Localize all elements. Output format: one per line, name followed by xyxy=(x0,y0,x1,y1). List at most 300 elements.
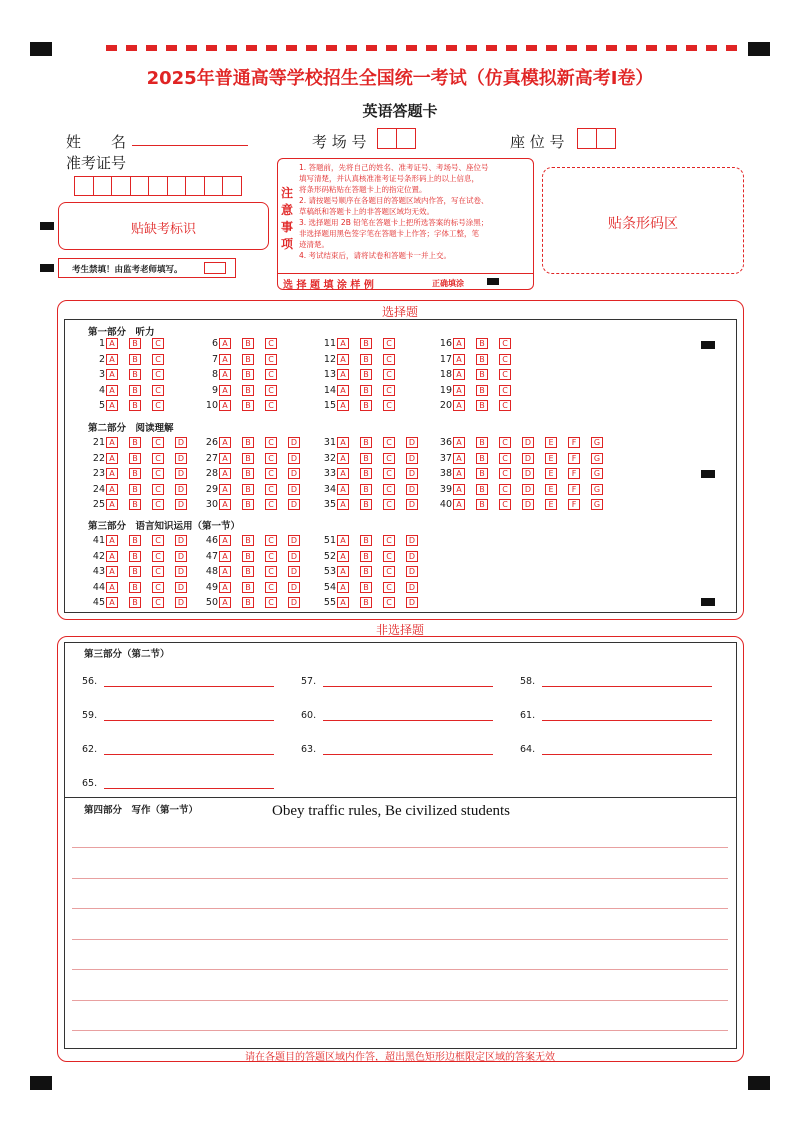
option-bubble-38-B[interactable]: B xyxy=(476,468,488,479)
option-bubble-47-C[interactable]: C xyxy=(265,551,277,562)
option-bubble-34-B[interactable]: B xyxy=(360,484,372,495)
question-row-53 xyxy=(318,566,429,578)
option-bubble-8-A[interactable]: A xyxy=(219,369,231,380)
option-bubble-20-A[interactable]: A xyxy=(453,400,465,411)
fill-answer-line[interactable] xyxy=(323,686,493,687)
option-bubble-48-C[interactable]: C xyxy=(265,566,277,577)
option-bubble-31-B[interactable]: B xyxy=(360,437,372,448)
option-bubble-54-A[interactable]: A xyxy=(337,582,349,593)
option-bubble-53-C[interactable]: C xyxy=(383,566,395,577)
question-number: 31 xyxy=(323,437,336,448)
option-bubble-50-D[interactable]: D xyxy=(288,597,300,608)
option-bubble-36-G[interactable]: G xyxy=(591,437,603,448)
option-bubble-55-A[interactable]: A xyxy=(337,597,349,608)
option-bubble-12-B[interactable]: B xyxy=(360,354,372,365)
fill-answer-line[interactable] xyxy=(104,754,274,755)
option-bubble-37-B[interactable]: B xyxy=(476,453,488,464)
question-number: 42 xyxy=(92,550,105,562)
option-bubble-9-C[interactable]: C xyxy=(265,385,277,396)
option-bubble-41-B[interactable]: B xyxy=(129,535,141,546)
option-bubble-40-B[interactable]: B xyxy=(476,499,488,510)
question-row-54 xyxy=(318,582,429,594)
option-bubble-25-A[interactable]: A xyxy=(106,499,118,510)
question-row-31 xyxy=(318,437,429,449)
fill-answer-line[interactable] xyxy=(323,754,493,755)
option-bubble-9-A[interactable]: A xyxy=(219,385,231,396)
option-bubble-2-C[interactable]: C xyxy=(152,354,164,365)
notes-panel xyxy=(277,158,534,290)
option-bubble-30-B[interactable]: B xyxy=(242,499,254,510)
option-bubble-4-A[interactable]: A xyxy=(106,385,118,396)
option-bubble-42-A[interactable]: A xyxy=(106,551,118,562)
option-bubble-22-C[interactable]: C xyxy=(152,453,164,464)
option-bubble-4-B[interactable]: B xyxy=(129,385,141,396)
option-bubble-51-A[interactable]: A xyxy=(337,535,349,546)
question-row-10 xyxy=(200,400,288,412)
option-bubble-23-B[interactable]: B xyxy=(129,468,141,479)
option-bubble-18-B[interactable]: B xyxy=(476,369,488,380)
option-bubble-35-C[interactable]: C xyxy=(383,499,395,510)
question-number: 50 xyxy=(205,597,218,608)
question-number: 22 xyxy=(92,452,105,464)
option-bubble-45-B[interactable]: B xyxy=(129,597,141,608)
option-bubble-54-C[interactable]: C xyxy=(383,582,395,593)
option-bubble-32-D[interactable]: D xyxy=(406,453,418,464)
option-bubble-17-A[interactable]: A xyxy=(453,354,465,365)
option-bubble-36-C[interactable]: C xyxy=(499,437,511,448)
option-bubble-38-E[interactable]: E xyxy=(545,468,557,479)
option-bubble-47-B[interactable]: B xyxy=(242,551,254,562)
option-bubble-6-B[interactable]: B xyxy=(242,338,254,349)
option-bubble-39-B[interactable]: B xyxy=(476,484,488,495)
option-bubble-36-A[interactable]: A xyxy=(453,437,465,448)
option-bubble-39-A[interactable]: A xyxy=(453,484,465,495)
option-bubble-7-C[interactable]: C xyxy=(265,354,277,365)
option-bubble-49-A[interactable]: A xyxy=(219,582,231,593)
question-number: 36 xyxy=(439,437,452,448)
option-bubble-37-G[interactable]: G xyxy=(591,453,603,464)
option-bubble-40-A[interactable]: A xyxy=(453,499,465,510)
writing-line[interactable] xyxy=(72,878,728,879)
question-row-38 xyxy=(434,468,614,480)
option-bubble-21-C[interactable]: C xyxy=(152,437,164,448)
option-bubble-26-A[interactable]: A xyxy=(219,437,231,448)
option-bubble-44-A[interactable]: A xyxy=(106,582,118,593)
option-bubble-49-D[interactable]: D xyxy=(288,582,300,593)
option-bubble-36-B[interactable]: B xyxy=(476,437,488,448)
option-bubble-34-A[interactable]: A xyxy=(337,484,349,495)
option-bubble-53-A[interactable]: A xyxy=(337,566,349,577)
notes-heading: 注 意 事 项 xyxy=(281,186,294,251)
option-bubble-27-D[interactable]: D xyxy=(288,453,300,464)
option-bubble-30-C[interactable]: C xyxy=(265,499,277,510)
option-bubble-52-D[interactable]: D xyxy=(406,551,418,562)
seat-label: 座 位 号 xyxy=(510,133,565,151)
option-bubble-19-B[interactable]: B xyxy=(476,385,488,396)
option-bubble-51-D[interactable]: D xyxy=(406,535,418,546)
option-bubble-41-D[interactable]: D xyxy=(175,535,187,546)
option-bubble-49-B[interactable]: B xyxy=(242,582,254,593)
option-bubble-39-C[interactable]: C xyxy=(499,484,511,495)
option-bubble-45-D[interactable]: D xyxy=(175,597,187,608)
writing-line[interactable] xyxy=(72,939,728,940)
writing-line[interactable] xyxy=(72,847,728,848)
writing-line[interactable] xyxy=(72,969,728,970)
option-bubble-36-D[interactable]: D xyxy=(522,437,534,448)
option-bubble-29-B[interactable]: B xyxy=(242,484,254,495)
option-bubble-27-B[interactable]: B xyxy=(242,453,254,464)
writing-area xyxy=(64,797,737,1049)
option-bubble-1-C[interactable]: C xyxy=(152,338,164,349)
fill-item-number: 62. xyxy=(82,744,98,755)
option-bubble-43-C[interactable]: C xyxy=(152,566,164,577)
option-bubble-25-D[interactable]: D xyxy=(175,499,187,510)
writing-line[interactable] xyxy=(72,908,728,909)
option-bubble-36-E[interactable]: E xyxy=(545,437,557,448)
option-bubble-54-D[interactable]: D xyxy=(406,582,418,593)
proctor-note: 考生禁填！由监考老师填写。 xyxy=(72,265,183,275)
option-bubble-6-C[interactable]: C xyxy=(265,338,277,349)
option-bubble-23-C[interactable]: C xyxy=(152,468,164,479)
option-bubble-52-B[interactable]: B xyxy=(360,551,372,562)
option-bubble-38-C[interactable]: C xyxy=(499,468,511,479)
option-bubble-24-B[interactable]: B xyxy=(129,484,141,495)
option-bubble-38-G[interactable]: G xyxy=(591,468,603,479)
option-bubble-37-A[interactable]: A xyxy=(453,453,465,464)
question-row-29 xyxy=(200,484,311,496)
timing-track xyxy=(106,45,738,51)
option-bubble-13-C[interactable]: C xyxy=(383,369,395,380)
option-bubble-50-B[interactable]: B xyxy=(242,597,254,608)
option-bubble-39-F[interactable]: F xyxy=(568,484,580,495)
name-field[interactable] xyxy=(132,130,248,146)
option-bubble-33-D[interactable]: D xyxy=(406,468,418,479)
option-bubble-15-A[interactable]: A xyxy=(337,400,349,411)
proctor-check-box[interactable] xyxy=(204,262,226,274)
option-bubble-7-B[interactable]: B xyxy=(242,354,254,365)
writing-line[interactable] xyxy=(72,1030,728,1031)
option-bubble-38-F[interactable]: F xyxy=(568,468,580,479)
option-bubble-51-B[interactable]: B xyxy=(360,535,372,546)
option-bubble-24-D[interactable]: D xyxy=(175,484,187,495)
option-bubble-5-B[interactable]: B xyxy=(129,400,141,411)
option-bubble-42-C[interactable]: C xyxy=(152,551,164,562)
question-number: 54 xyxy=(323,581,336,593)
option-bubble-11-C[interactable]: C xyxy=(383,338,395,349)
question-number: 18 xyxy=(439,369,452,380)
question-row-49 xyxy=(200,582,311,594)
option-bubble-33-C[interactable]: C xyxy=(383,468,395,479)
option-bubble-14-A[interactable]: A xyxy=(337,385,349,396)
option-bubble-39-D[interactable]: D xyxy=(522,484,534,495)
option-bubble-28-B[interactable]: B xyxy=(242,468,254,479)
question-number: 33 xyxy=(323,468,336,479)
option-bubble-42-B[interactable]: B xyxy=(129,551,141,562)
option-bubble-25-B[interactable]: B xyxy=(129,499,141,510)
option-bubble-26-C[interactable]: C xyxy=(265,437,277,448)
option-bubble-28-D[interactable]: D xyxy=(288,468,300,479)
option-bubble-15-C[interactable]: C xyxy=(383,400,395,411)
option-bubble-47-D[interactable]: D xyxy=(288,551,300,562)
missing-sticker-label: 贴缺考标识 xyxy=(130,222,196,237)
option-bubble-13-A[interactable]: A xyxy=(337,369,349,380)
option-bubble-21-D[interactable]: D xyxy=(175,437,187,448)
question-row-7 xyxy=(200,354,288,366)
option-bubble-46-A[interactable]: A xyxy=(219,535,231,546)
question-row-35 xyxy=(318,499,429,511)
option-bubble-36-F[interactable]: F xyxy=(568,437,580,448)
option-bubble-29-C[interactable]: C xyxy=(265,484,277,495)
option-bubble-16-C[interactable]: C xyxy=(499,338,511,349)
question-number: 43 xyxy=(92,566,105,577)
option-bubble-46-B[interactable]: B xyxy=(242,535,254,546)
option-bubble-1-B[interactable]: B xyxy=(129,338,141,349)
question-row-4 xyxy=(87,385,175,397)
seat-boxes[interactable] xyxy=(577,128,615,149)
question-number: 38 xyxy=(439,468,452,479)
option-bubble-44-C[interactable]: C xyxy=(152,582,164,593)
option-bubble-24-A[interactable]: A xyxy=(106,484,118,495)
option-bubble-38-A[interactable]: A xyxy=(453,468,465,479)
question-row-20 xyxy=(434,400,522,412)
option-bubble-45-C[interactable]: C xyxy=(152,597,164,608)
option-bubble-46-C[interactable]: C xyxy=(265,535,277,546)
option-bubble-15-B[interactable]: B xyxy=(360,400,372,411)
option-bubble-27-C[interactable]: C xyxy=(265,453,277,464)
option-bubble-19-A[interactable]: A xyxy=(453,385,465,396)
fill-answer-line[interactable] xyxy=(104,686,274,687)
option-bubble-11-A[interactable]: A xyxy=(337,338,349,349)
option-bubble-24-C[interactable]: C xyxy=(152,484,164,495)
option-bubble-35-D[interactable]: D xyxy=(406,499,418,510)
question-number: 5 xyxy=(98,400,105,411)
question-number: 9 xyxy=(211,384,218,396)
option-bubble-48-A[interactable]: A xyxy=(219,566,231,577)
option-bubble-22-A[interactable]: A xyxy=(106,453,118,464)
question-number: 10 xyxy=(205,400,218,411)
option-bubble-3-B[interactable]: B xyxy=(129,369,141,380)
question-number: 37 xyxy=(439,452,452,464)
option-bubble-52-A[interactable]: A xyxy=(337,551,349,562)
option-bubble-40-F[interactable]: F xyxy=(568,499,580,510)
option-bubble-28-C[interactable]: C xyxy=(265,468,277,479)
option-bubble-32-B[interactable]: B xyxy=(360,453,372,464)
option-bubble-40-E[interactable]: E xyxy=(545,499,557,510)
question-number: 35 xyxy=(323,499,336,510)
option-bubble-12-C[interactable]: C xyxy=(383,354,395,365)
option-bubble-10-B[interactable]: B xyxy=(242,400,254,411)
option-bubble-21-A[interactable]: A xyxy=(106,437,118,448)
question-row-51 xyxy=(318,535,429,547)
option-bubble-33-A[interactable]: A xyxy=(337,468,349,479)
fill-answer-line[interactable] xyxy=(104,720,274,721)
option-bubble-51-C[interactable]: C xyxy=(383,535,395,546)
fill-item-number: 56. xyxy=(82,676,98,687)
option-bubble-9-B[interactable]: B xyxy=(242,385,254,396)
option-bubble-32-C[interactable]: C xyxy=(383,453,395,464)
option-bubble-30-A[interactable]: A xyxy=(219,499,231,510)
option-bubble-48-B[interactable]: B xyxy=(242,566,254,577)
option-bubble-18-C[interactable]: C xyxy=(499,369,511,380)
option-bubble-5-A[interactable]: A xyxy=(106,400,118,411)
option-bubble-50-C[interactable]: C xyxy=(265,597,277,608)
option-bubble-45-A[interactable]: A xyxy=(106,597,118,608)
fill-answer-line[interactable] xyxy=(104,788,274,789)
option-bubble-31-C[interactable]: C xyxy=(383,437,395,448)
option-bubble-7-A[interactable]: A xyxy=(219,354,231,365)
option-bubble-29-A[interactable]: A xyxy=(219,484,231,495)
option-bubble-8-B[interactable]: B xyxy=(242,369,254,380)
question-number: 34 xyxy=(323,483,336,495)
option-bubble-16-A[interactable]: A xyxy=(453,338,465,349)
option-bubble-41-A[interactable]: A xyxy=(106,535,118,546)
option-bubble-20-C[interactable]: C xyxy=(499,400,511,411)
option-bubble-10-C[interactable]: C xyxy=(265,400,277,411)
option-bubble-17-B[interactable]: B xyxy=(476,354,488,365)
option-bubble-40-D[interactable]: D xyxy=(522,499,534,510)
option-bubble-37-F[interactable]: F xyxy=(568,453,580,464)
exam-number-boxes[interactable] xyxy=(74,176,241,196)
option-bubble-27-A[interactable]: A xyxy=(219,453,231,464)
question-number: 6 xyxy=(211,338,218,349)
option-bubble-39-G[interactable]: G xyxy=(591,484,603,495)
side-mark xyxy=(40,264,54,272)
option-bubble-43-B[interactable]: B xyxy=(129,566,141,577)
option-bubble-25-C[interactable]: C xyxy=(152,499,164,510)
option-bubble-12-A[interactable]: A xyxy=(337,354,349,365)
option-bubble-55-B[interactable]: B xyxy=(360,597,372,608)
part3-2-heading: 第三部分（第二节） xyxy=(84,649,170,660)
fill-answer-line[interactable] xyxy=(323,720,493,721)
option-bubble-34-C[interactable]: C xyxy=(383,484,395,495)
option-bubble-46-D[interactable]: D xyxy=(288,535,300,546)
question-number: 16 xyxy=(439,338,452,349)
option-bubble-48-D[interactable]: D xyxy=(288,566,300,577)
exam-room-boxes[interactable] xyxy=(377,128,415,149)
option-bubble-47-A[interactable]: A xyxy=(219,551,231,562)
option-bubble-35-B[interactable]: B xyxy=(360,499,372,510)
option-bubble-10-A[interactable]: A xyxy=(219,400,231,411)
option-bubble-22-D[interactable]: D xyxy=(175,453,187,464)
option-bubble-26-D[interactable]: D xyxy=(288,437,300,448)
option-bubble-28-A[interactable]: A xyxy=(219,468,231,479)
option-bubble-5-C[interactable]: C xyxy=(152,400,164,411)
fill-answer-line[interactable] xyxy=(542,686,712,687)
option-bubble-44-B[interactable]: B xyxy=(129,582,141,593)
question-row-43 xyxy=(87,566,198,578)
question-number: 3 xyxy=(98,369,105,380)
option-bubble-29-D[interactable]: D xyxy=(288,484,300,495)
option-bubble-38-D[interactable]: D xyxy=(522,468,534,479)
writing-answer-text: Obey traffic rules, Be civilized students xyxy=(272,803,510,819)
option-bubble-23-D[interactable]: D xyxy=(175,468,187,479)
option-bubble-33-B[interactable]: B xyxy=(360,468,372,479)
question-row-55 xyxy=(318,597,429,609)
question-number: 23 xyxy=(92,468,105,479)
question-row-33 xyxy=(318,468,429,480)
option-bubble-32-A[interactable]: A xyxy=(337,453,349,464)
option-bubble-53-D[interactable]: D xyxy=(406,566,418,577)
option-bubble-21-B[interactable]: B xyxy=(129,437,141,448)
question-row-42 xyxy=(87,551,198,563)
fill-answer-line[interactable] xyxy=(542,754,712,755)
option-bubble-35-A[interactable]: A xyxy=(337,499,349,510)
option-bubble-1-A[interactable]: A xyxy=(106,338,118,349)
option-bubble-16-B[interactable]: B xyxy=(476,338,488,349)
option-bubble-14-B[interactable]: B xyxy=(360,385,372,396)
option-bubble-13-B[interactable]: B xyxy=(360,369,372,380)
option-bubble-19-C[interactable]: C xyxy=(499,385,511,396)
option-bubble-37-D[interactable]: D xyxy=(522,453,534,464)
option-bubble-40-G[interactable]: G xyxy=(591,499,603,510)
option-bubble-43-D[interactable]: D xyxy=(175,566,187,577)
question-number: 40 xyxy=(439,499,452,510)
question-number: 52 xyxy=(323,550,336,562)
option-bubble-55-D[interactable]: D xyxy=(406,597,418,608)
option-bubble-50-A[interactable]: A xyxy=(219,597,231,608)
option-bubble-20-B[interactable]: B xyxy=(476,400,488,411)
part1-heading: 第一部分 听力 xyxy=(88,327,155,338)
option-bubble-42-D[interactable]: D xyxy=(175,551,187,562)
question-row-37 xyxy=(434,453,614,465)
option-bubble-53-B[interactable]: B xyxy=(360,566,372,577)
question-row-3 xyxy=(87,369,175,381)
option-bubble-26-B[interactable]: B xyxy=(242,437,254,448)
option-bubble-44-D[interactable]: D xyxy=(175,582,187,593)
question-row-30 xyxy=(200,499,311,511)
option-bubble-43-A[interactable]: A xyxy=(106,566,118,577)
fill-answer-line[interactable] xyxy=(542,720,712,721)
option-bubble-3-C[interactable]: C xyxy=(152,369,164,380)
option-bubble-41-C[interactable]: C xyxy=(152,535,164,546)
option-bubble-30-D[interactable]: D xyxy=(288,499,300,510)
option-bubble-17-C[interactable]: C xyxy=(499,354,511,365)
option-bubble-2-B[interactable]: B xyxy=(129,354,141,365)
option-bubble-18-A[interactable]: A xyxy=(453,369,465,380)
writing-heading: 第四部分 写作（第一节） xyxy=(84,805,199,816)
option-bubble-6-A[interactable]: A xyxy=(219,338,231,349)
option-bubble-39-E[interactable]: E xyxy=(545,484,557,495)
question-number: 44 xyxy=(92,581,105,593)
option-bubble-31-D[interactable]: D xyxy=(406,437,418,448)
option-bubble-40-C[interactable]: C xyxy=(499,499,511,510)
fill-item-number: 59. xyxy=(82,710,98,721)
timing-mark xyxy=(701,598,715,606)
option-bubble-49-C[interactable]: C xyxy=(265,582,277,593)
option-bubble-22-B[interactable]: B xyxy=(129,453,141,464)
option-bubble-52-C[interactable]: C xyxy=(383,551,395,562)
option-bubble-55-C[interactable]: C xyxy=(383,597,395,608)
option-bubble-37-E[interactable]: E xyxy=(545,453,557,464)
option-bubble-54-B[interactable]: B xyxy=(360,582,372,593)
question-row-52 xyxy=(318,551,429,563)
option-bubble-14-C[interactable]: C xyxy=(383,385,395,396)
option-bubble-37-C[interactable]: C xyxy=(499,453,511,464)
option-bubble-3-A[interactable]: A xyxy=(106,369,118,380)
question-row-13 xyxy=(318,369,406,381)
question-row-14 xyxy=(318,385,406,397)
option-bubble-2-A[interactable]: A xyxy=(106,354,118,365)
writing-line[interactable] xyxy=(72,1000,728,1001)
option-bubble-4-C[interactable]: C xyxy=(152,385,164,396)
option-bubble-23-A[interactable]: A xyxy=(106,468,118,479)
option-bubble-11-B[interactable]: B xyxy=(360,338,372,349)
option-bubble-31-A[interactable]: A xyxy=(337,437,349,448)
question-number: 4 xyxy=(98,384,105,396)
option-bubble-34-D[interactable]: D xyxy=(406,484,418,495)
question-row-8 xyxy=(200,369,288,381)
option-bubble-8-C[interactable]: C xyxy=(265,369,277,380)
